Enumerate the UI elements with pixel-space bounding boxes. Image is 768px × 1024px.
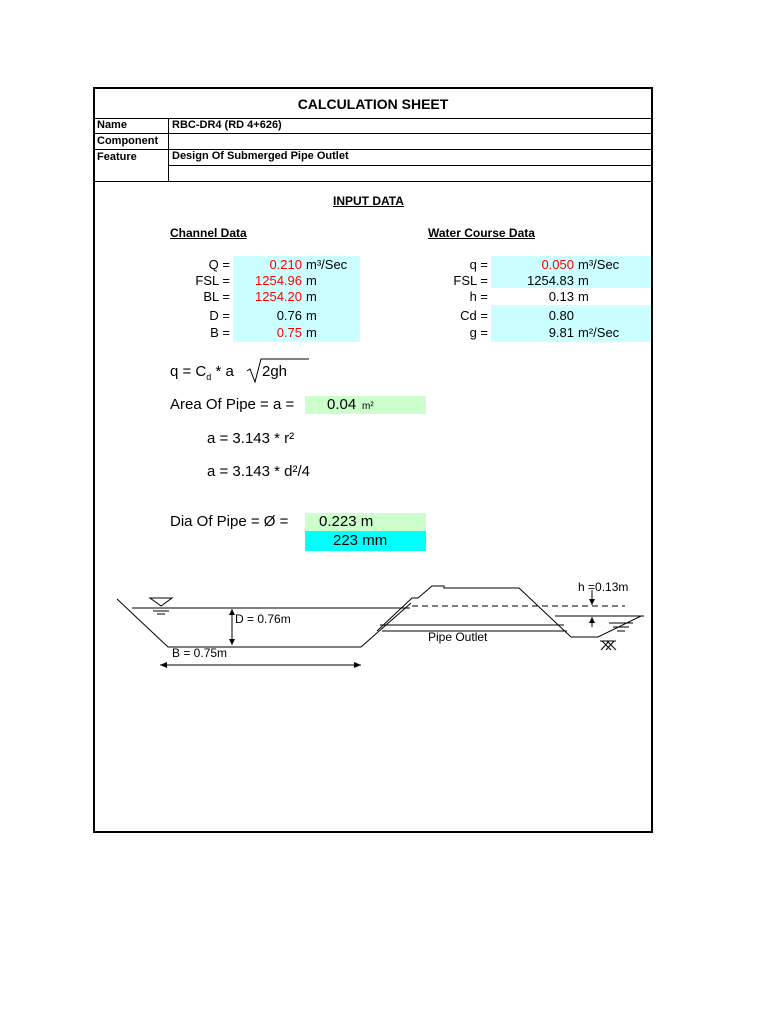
- header-feature-value: Design Of Submerged Pipe Outlet: [172, 150, 349, 162]
- channel-unit: m: [306, 308, 317, 323]
- formula-q-prefix: q = C: [170, 363, 207, 380]
- pipe-outlet-label: Pipe Outlet: [428, 630, 488, 644]
- channel-unit: m: [306, 325, 317, 340]
- diameter-label: Dia Of Pipe = Ø =: [170, 513, 289, 530]
- watercourse-unit: m³/Sec: [578, 257, 620, 272]
- area-unit: m²: [362, 401, 374, 412]
- head-label: h =0.13m: [578, 580, 629, 594]
- watercourse-label: g =: [469, 325, 488, 340]
- header-component-label: Component: [97, 135, 159, 147]
- watercourse-unit: m: [578, 289, 589, 304]
- channel-label: BL =: [203, 289, 230, 304]
- channel-label: B =: [210, 325, 230, 340]
- channel-value: 0.75: [276, 325, 302, 340]
- watercourse-unit: m: [578, 273, 589, 288]
- watercourse-label: h =: [469, 289, 488, 304]
- sheet-title: CALCULATION SHEET: [297, 96, 449, 112]
- channel-value: 1254.96: [255, 273, 302, 288]
- channel-label: Q =: [208, 257, 230, 272]
- watercourse-value: 1254.83: [527, 273, 574, 288]
- header-feature-label: Feature: [97, 151, 137, 163]
- depth-label: D = 0.76m: [235, 612, 291, 626]
- header-name-value: RBC-DR4 (RD 4+626): [172, 119, 282, 131]
- channel-unit: m: [306, 273, 317, 288]
- area-value: 0.04: [327, 396, 357, 413]
- watercourse-value: 0.80: [548, 308, 574, 323]
- bed-width-label: B = 0.75m: [172, 646, 228, 660]
- watercourse-label: FSL =: [453, 273, 488, 288]
- watercourse-label: q =: [469, 257, 488, 272]
- formula-cd-subscript: d: [206, 372, 212, 382]
- watercourse-value: 9.81: [548, 325, 574, 340]
- channel-value: 1254.20: [255, 289, 302, 304]
- diameter-m-value: 0.223 m: [319, 513, 374, 530]
- water-level-symbol: [150, 598, 172, 606]
- channel-label: FSL =: [195, 273, 230, 288]
- channel-data-heading: Channel Data: [170, 226, 247, 240]
- area-label: Area Of Pipe = a =: [170, 396, 295, 413]
- area-diameter-formula: a = 3.143 * d²/4: [207, 463, 310, 480]
- channel-unit: m³/Sec: [306, 257, 348, 272]
- formula-root-term: 2gh: [262, 363, 288, 380]
- watercourse-data-heading: Water Course Data: [428, 226, 535, 240]
- area-radius-formula: a = 3.143 * r²: [207, 430, 295, 447]
- diameter-mm-value: 223 mm: [333, 532, 388, 549]
- watercourse-unit: m²/Sec: [578, 325, 620, 340]
- formula-q-mid: * a: [211, 363, 234, 380]
- watercourse-value: 0.050: [541, 257, 574, 272]
- channel-value: 0.76: [276, 308, 302, 323]
- watercourse-label: Cd =: [460, 308, 488, 323]
- channel-label: D =: [209, 308, 230, 323]
- header-name-label: Name: [97, 119, 127, 131]
- watercourse-value: 0.13: [548, 289, 574, 304]
- channel-value: 0.210: [269, 257, 302, 272]
- channel-unit: m: [306, 289, 317, 304]
- input-data-heading: INPUT DATA: [333, 194, 404, 208]
